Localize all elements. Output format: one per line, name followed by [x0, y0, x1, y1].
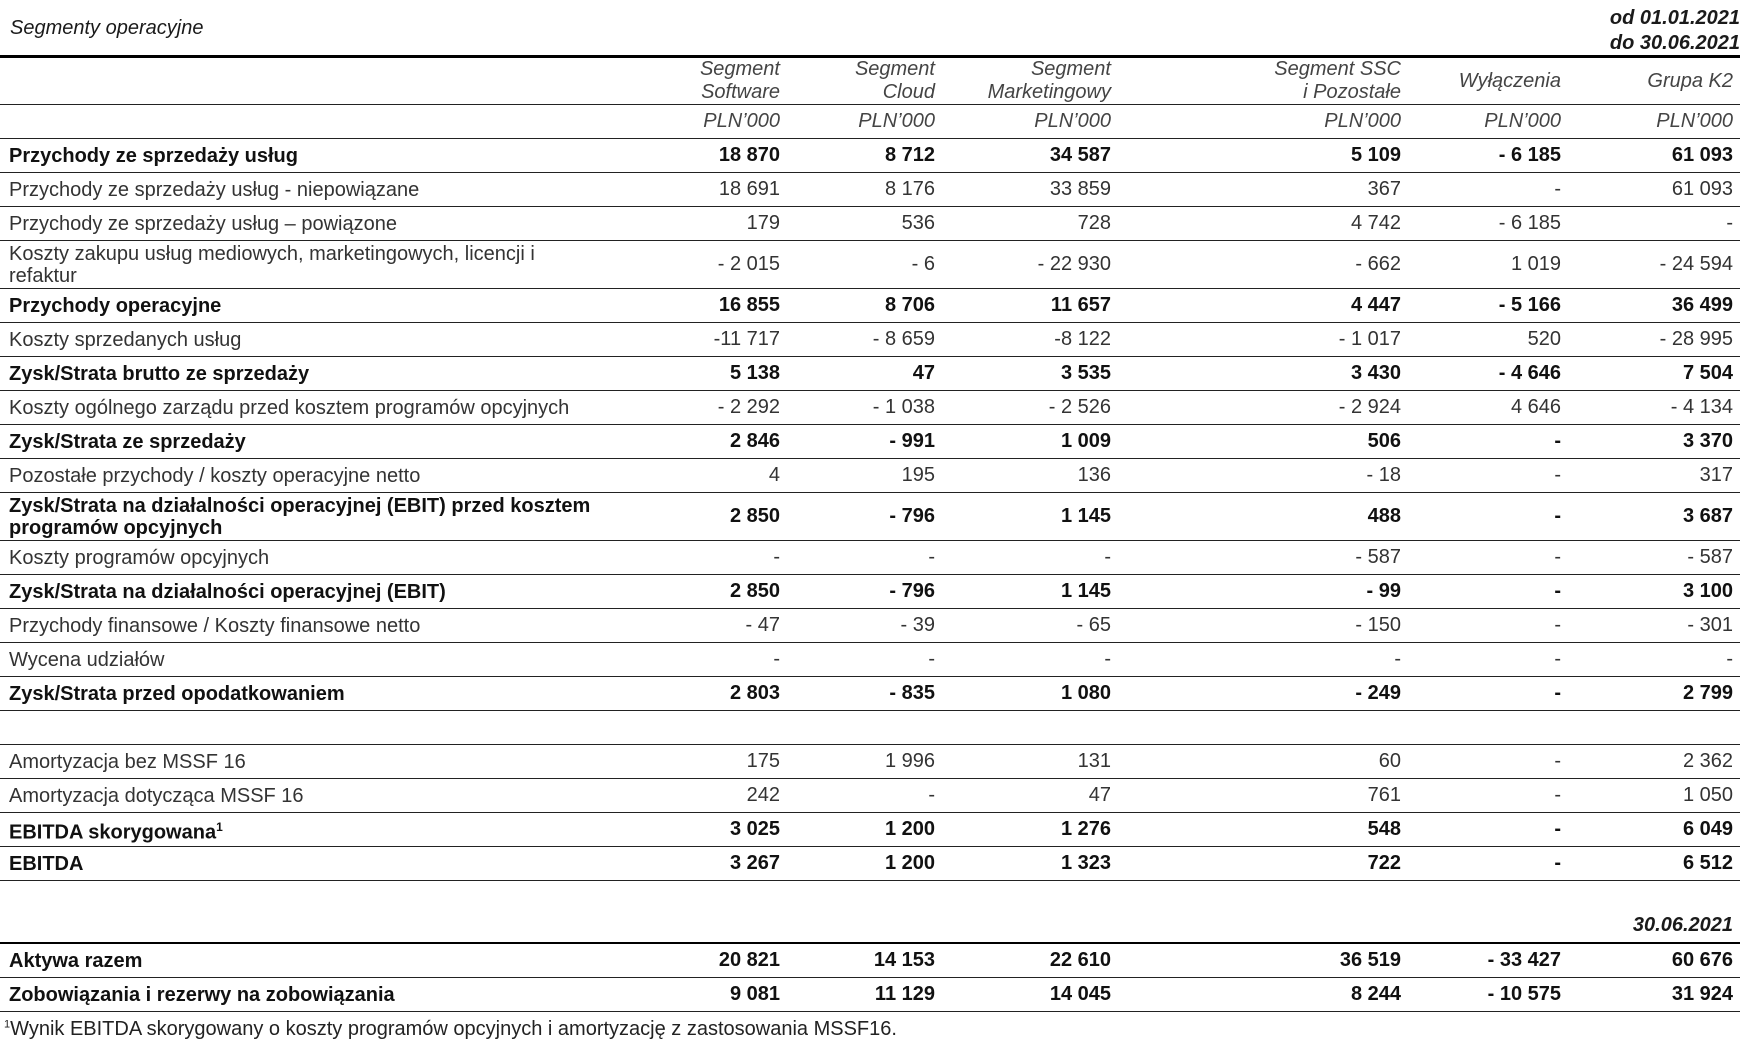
period-from: od 01.01.2021 [1609, 7, 1740, 29]
row-label: Aktywa razem [0, 943, 600, 978]
table-row [0, 943, 1740, 978]
row-label: Przychody finansowe / Koszty finansowe netto [0, 609, 600, 643]
value-cell: 18 691 [600, 173, 787, 207]
value-cell: - [600, 541, 787, 575]
table-row [0, 609, 1740, 643]
unit-cell: PLN’000 [1568, 105, 1740, 139]
value-cell: 2 850 [600, 575, 787, 609]
col-header-ssc: Segment SSC i Pozostałe [1118, 58, 1408, 105]
report-title: Segmenty operacyjne [10, 17, 204, 39]
value-cell: - 150 [1118, 609, 1408, 643]
value-cell: 1 145 [942, 493, 1118, 541]
value-cell: - [942, 541, 1118, 575]
value-cell: - 24 594 [1568, 241, 1740, 289]
table-row [0, 677, 1740, 711]
value-cell: 8 176 [787, 173, 942, 207]
unit-cell: PLN’000 [600, 105, 787, 139]
value-cell: - 991 [787, 425, 942, 459]
row-label: Koszty zakupu usług mediowych, marketingowych, licencji i refaktur [0, 241, 600, 289]
table-row [0, 425, 1740, 459]
value-cell: - 4 646 [1408, 357, 1568, 391]
value-cell: 761 [1118, 779, 1408, 813]
row-label: Przychody ze sprzedaży usług [0, 139, 600, 173]
value-cell: 2 362 [1568, 745, 1740, 779]
value-cell: - 39 [787, 609, 942, 643]
value-cell: 136 [942, 459, 1118, 493]
value-cell: - [1568, 207, 1740, 241]
value-cell: 520 [1408, 323, 1568, 357]
col-header-marketing: Segment Marketingowy [942, 58, 1118, 105]
row-label: Zobowiązania i rezerwy na zobowiązania [0, 978, 600, 1012]
value-cell: 5 138 [600, 357, 787, 391]
value-cell: 8 712 [787, 139, 942, 173]
row-label: Koszty ogólnego zarządu przed kosztem programów opcyjnych [0, 391, 600, 425]
value-cell: 4 [600, 459, 787, 493]
value-cell: - 5 166 [1408, 289, 1568, 323]
row-label: Zysk/Strata brutto ze sprzedaży [0, 357, 600, 391]
value-cell: 131 [942, 745, 1118, 779]
unit-cell: PLN’000 [787, 105, 942, 139]
table-row [0, 813, 1740, 847]
value-cell: - 249 [1118, 677, 1408, 711]
unit-cell: PLN’000 [1408, 105, 1568, 139]
value-cell: 3 100 [1568, 575, 1740, 609]
value-cell: - [1408, 779, 1568, 813]
table-row [0, 575, 1740, 609]
value-cell: - 8 659 [787, 323, 942, 357]
empty-cell [0, 711, 600, 745]
value-cell: 20 821 [600, 943, 787, 978]
value-cell: 317 [1568, 459, 1740, 493]
value-cell: - [1408, 575, 1568, 609]
row-label: Pozostałe przychody / koszty operacyjne netto [0, 459, 600, 493]
row-label: Zysk/Strata na działalności operacyjnej (EBIT) [0, 575, 600, 609]
value-cell: 175 [600, 745, 787, 779]
value-cell: - 10 575 [1408, 978, 1568, 1012]
value-cell: - [1408, 813, 1568, 847]
value-cell: - [600, 643, 787, 677]
unit-cell: PLN’000 [1118, 105, 1408, 139]
value-cell: 14 045 [942, 978, 1118, 1012]
value-cell: 1 009 [942, 425, 1118, 459]
row-label: Koszty programów opcyjnych [0, 541, 600, 575]
row-label: EBITDA [0, 847, 600, 881]
value-cell: 179 [600, 207, 787, 241]
value-cell: 6 049 [1568, 813, 1740, 847]
table-row [0, 391, 1740, 425]
table-row [0, 847, 1740, 881]
row-label: Zysk/Strata ze sprzedaży [0, 425, 600, 459]
empty-cell [1568, 711, 1740, 745]
report-period [1610, 6, 1740, 56]
empty-cell [1118, 711, 1408, 745]
value-cell: 548 [1118, 813, 1408, 847]
value-cell: 9 081 [600, 978, 787, 1012]
value-cell: - 4 134 [1568, 391, 1740, 425]
value-cell: 16 855 [600, 289, 787, 323]
value-cell: 36 499 [1568, 289, 1740, 323]
value-cell: 61 093 [1568, 173, 1740, 207]
value-cell: - 587 [1118, 541, 1408, 575]
value-cell: 8 706 [787, 289, 942, 323]
value-cell: 6 512 [1568, 847, 1740, 881]
table-row [0, 978, 1740, 1012]
row-label: Zysk/Strata przed opodatkowaniem [0, 677, 600, 711]
value-cell: 728 [942, 207, 1118, 241]
value-cell: 536 [787, 207, 942, 241]
balance-date-row [0, 909, 1740, 943]
row-label: EBITDA skorygowana$^1$ [0, 813, 600, 847]
value-cell: 506 [1118, 425, 1408, 459]
value-cell: -11 717 [600, 323, 787, 357]
value-cell: 2 799 [1568, 677, 1740, 711]
table-row [0, 459, 1740, 493]
period-to: do 30.06.2021 [1609, 32, 1740, 54]
row-label: Przychody ze sprzedaży usług – powiązone [0, 207, 600, 241]
col-header-software: Segment Software [600, 58, 787, 105]
table-row [0, 139, 1740, 173]
footnote [4, 1018, 897, 1041]
col-header-group: Grupa K2 [1568, 58, 1740, 105]
table-row [0, 173, 1740, 207]
value-cell: 3 370 [1568, 425, 1740, 459]
value-cell: - 47 [600, 609, 787, 643]
value-cell: 367 [1118, 173, 1408, 207]
value-cell: - [1408, 173, 1568, 207]
value-cell: 1 145 [942, 575, 1118, 609]
value-cell: 22 610 [942, 943, 1118, 978]
table-row [0, 207, 1740, 241]
row-label: Amortyzacja bez MSSF 16 [0, 745, 600, 779]
table-row [0, 643, 1740, 677]
value-cell: 47 [942, 779, 1118, 813]
value-cell: - 662 [1118, 241, 1408, 289]
empty-cell [600, 711, 787, 745]
footnote-text: Wynik EBITDA skorygowany o koszty programów opcyjnych i amortyzację z zastosowania MSSF16. [10, 1018, 897, 1040]
value-cell: 242 [600, 779, 787, 813]
value-cell: - [787, 779, 942, 813]
value-cell: 60 [1118, 745, 1408, 779]
value-cell: - [942, 643, 1118, 677]
value-cell: 2 803 [600, 677, 787, 711]
value-cell: 195 [787, 459, 942, 493]
footnote-mark: 1 [4, 1018, 11, 1031]
value-cell: - 2 015 [600, 241, 787, 289]
value-cell: - 2 526 [942, 391, 1118, 425]
value-cell: - [1408, 609, 1568, 643]
value-cell: - [1408, 847, 1568, 881]
balance-date: 30.06.2021 [0, 909, 1740, 943]
value-cell: 3 687 [1568, 493, 1740, 541]
value-cell: 3 535 [942, 357, 1118, 391]
value-cell: 2 850 [600, 493, 787, 541]
value-cell: - 6 185 [1408, 139, 1568, 173]
unit-row [0, 105, 1740, 139]
value-cell: 3 025 [600, 813, 787, 847]
value-cell: 60 676 [1568, 943, 1740, 978]
value-cell: 3 267 [600, 847, 787, 881]
value-cell: 1 200 [787, 813, 942, 847]
unit-cell: PLN’000 [942, 105, 1118, 139]
value-cell: 1 019 [1408, 241, 1568, 289]
row-label: Wycena udziałów [0, 643, 600, 677]
value-cell: -8 122 [942, 323, 1118, 357]
value-cell: - 2 292 [600, 391, 787, 425]
table-row [0, 357, 1740, 391]
value-cell: 722 [1118, 847, 1408, 881]
value-cell: - 1 017 [1118, 323, 1408, 357]
value-cell: 34 587 [942, 139, 1118, 173]
value-cell: - 796 [787, 493, 942, 541]
value-cell: 488 [1118, 493, 1408, 541]
value-cell: 5 109 [1118, 139, 1408, 173]
value-cell: - 301 [1568, 609, 1740, 643]
value-cell: 36 519 [1118, 943, 1408, 978]
value-cell: 18 870 [600, 139, 787, 173]
empty-cell [942, 711, 1118, 745]
value-cell: - [1408, 745, 1568, 779]
table-row [0, 745, 1740, 779]
col-header-cloud: Segment Cloud [787, 58, 942, 105]
value-cell: - 2 924 [1118, 391, 1408, 425]
row-label: Amortyzacja dotycząca MSSF 16 [0, 779, 600, 813]
table-row [0, 289, 1740, 323]
value-cell: - 1 038 [787, 391, 942, 425]
value-cell: - [1408, 677, 1568, 711]
value-cell: - 99 [1118, 575, 1408, 609]
value-cell: - 796 [787, 575, 942, 609]
row-label: Przychody ze sprzedaży usług - niepowiązane [0, 173, 600, 207]
value-cell: - 835 [787, 677, 942, 711]
value-cell: - 65 [942, 609, 1118, 643]
gap-cell [0, 881, 1740, 910]
value-cell: - [1408, 643, 1568, 677]
value-cell: 7 504 [1568, 357, 1740, 391]
segment-table [0, 58, 1740, 1012]
value-cell: 4 646 [1408, 391, 1568, 425]
value-cell: - [787, 541, 942, 575]
value-cell: - [1408, 541, 1568, 575]
value-cell: 2 846 [600, 425, 787, 459]
footnote-ref: 1 [216, 819, 223, 834]
value-cell: 11 657 [942, 289, 1118, 323]
value-cell: - 6 [787, 241, 942, 289]
row-label: Przychody operacyjne [0, 289, 600, 323]
header-blank [0, 58, 600, 105]
gap-row [0, 881, 1740, 910]
value-cell: - 6 185 [1408, 207, 1568, 241]
table-row [0, 241, 1740, 289]
value-cell: 4 447 [1118, 289, 1408, 323]
value-cell: - 22 930 [942, 241, 1118, 289]
value-cell: - [1408, 425, 1568, 459]
value-cell: 1 080 [942, 677, 1118, 711]
value-cell: - [1408, 459, 1568, 493]
table-row [0, 541, 1740, 575]
value-cell: 8 244 [1118, 978, 1408, 1012]
empty-cell [787, 711, 942, 745]
value-cell: - [1568, 643, 1740, 677]
value-cell: 1 996 [787, 745, 942, 779]
table-row [0, 779, 1740, 813]
value-cell: 1 276 [942, 813, 1118, 847]
value-cell: - 587 [1568, 541, 1740, 575]
row-label: Zysk/Strata na działalności operacyjnej (EBIT) przed kosztem programów opcyjnych [0, 493, 600, 541]
value-cell: 1 050 [1568, 779, 1740, 813]
table-row [0, 493, 1740, 541]
value-cell: 11 129 [787, 978, 942, 1012]
value-cell: 31 924 [1568, 978, 1740, 1012]
value-cell: 47 [787, 357, 942, 391]
value-cell: 4 742 [1118, 207, 1408, 241]
empty-cell [1408, 711, 1568, 745]
value-cell: - 28 995 [1568, 323, 1740, 357]
spacer-row [0, 711, 1740, 745]
value-cell: - [787, 643, 942, 677]
value-cell: - [1118, 643, 1408, 677]
value-cell: - 33 427 [1408, 943, 1568, 978]
table-row [0, 323, 1740, 357]
value-cell: - [1408, 493, 1568, 541]
value-cell: 1 323 [942, 847, 1118, 881]
value-cell: 61 093 [1568, 139, 1740, 173]
row-label: Koszty sprzedanych usług [0, 323, 600, 357]
col-header-eliminations: Wyłączenia [1408, 58, 1568, 105]
value-cell: 14 153 [787, 943, 942, 978]
value-cell: 3 430 [1118, 357, 1408, 391]
value-cell: 33 859 [942, 173, 1118, 207]
value-cell: - 18 [1118, 459, 1408, 493]
value-cell: 1 200 [787, 847, 942, 881]
unit-blank [0, 105, 600, 139]
column-header-row [0, 58, 1740, 105]
